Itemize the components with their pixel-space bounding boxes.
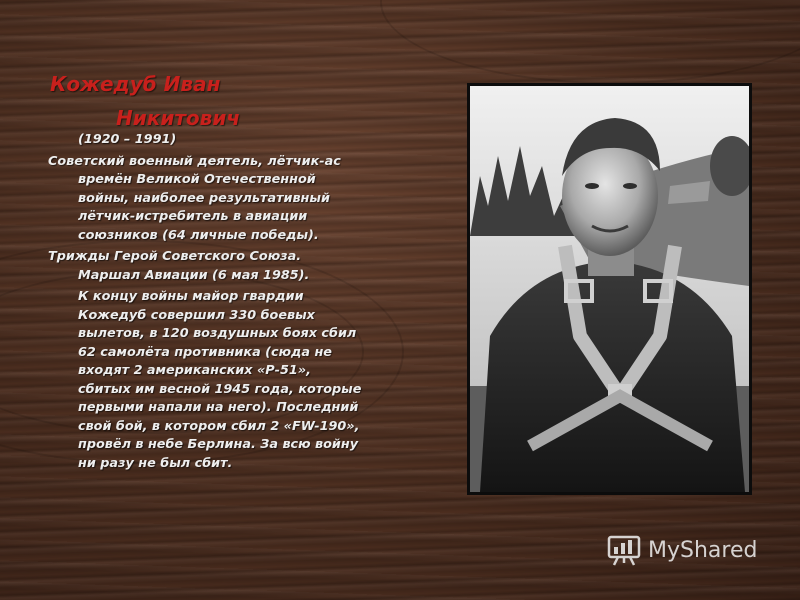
paragraph-awards: Трижды Герой Советского Союза. Маршал Авиации (6 мая 1985). <box>48 249 310 283</box>
myshared-watermark <box>606 534 757 566</box>
biography-text <box>48 131 363 476</box>
wood-grain <box>380 0 800 84</box>
paragraph-combat-record: К концу войны майор гвардии Кожедуб совершил 330 боевых вылетов, в 120 воздушных боях сбил 62 самолёта противника (сюда не входят 2 американских «Р-51», сбитых им весной 1945 года, которые первыми напали на него). Последний свой бой, в котором сбил 2 «FW-190», провёл в небе Берлина. За всю войну ни разу не был сбит. <box>78 289 362 471</box>
watermark-text: MyShared <box>648 537 758 563</box>
pilot-portrait-photo <box>467 83 752 495</box>
portrait-illustration <box>470 86 749 492</box>
paragraph-description: Советский военный деятель, лётчик-ас времён Великой Отечественной войны, наиболее результативный лётчик-истребитель в авиации союзников (64 личные победы). <box>48 153 341 243</box>
title-line-2: Никитович <box>116 106 241 130</box>
presentation-board-icon <box>606 534 642 566</box>
title-line-1: Кожедуб Иван <box>50 72 221 96</box>
life-years: (1920 – 1991) <box>78 132 177 147</box>
